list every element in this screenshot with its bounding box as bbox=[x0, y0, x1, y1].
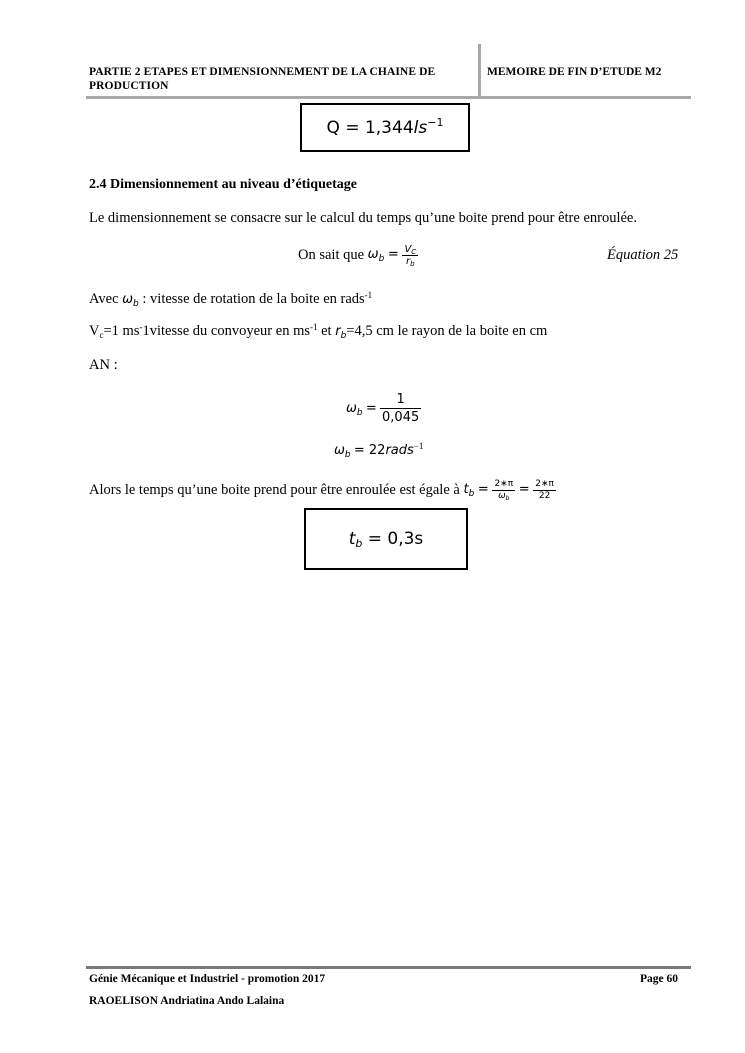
avec-symbol-sub: b bbox=[133, 299, 139, 309]
equation-25 bbox=[298, 240, 418, 270]
alors-f2-denominator: 22 bbox=[538, 490, 551, 501]
result-t-sub: b bbox=[355, 537, 363, 550]
avec-prefix: Avec bbox=[89, 291, 119, 307]
result-q-value: Q = 1,344 bbox=[326, 117, 414, 138]
equation-numerator-sub: C bbox=[411, 247, 417, 256]
calc1-denominator: 0,045 bbox=[382, 409, 420, 425]
rb-symbol-sub: b bbox=[340, 331, 347, 341]
avec-symbol: ω bbox=[122, 292, 134, 307]
result-t-box bbox=[304, 508, 468, 570]
rb-symbol: r bbox=[335, 324, 341, 339]
header-chapter-title: PARTIE 2 ETAPES ET DIMENSIONNEMENT DE LA CHAINE DE PRODUCTION bbox=[89, 66, 436, 92]
section-title: 2.4 Dimensionnement au niveau d’étiquetage bbox=[89, 177, 357, 192]
calc-omega-fraction bbox=[346, 386, 421, 430]
vc-symbol-sub: c bbox=[99, 330, 104, 340]
vc-symbol: V bbox=[89, 323, 100, 339]
calc1-equals: = bbox=[365, 400, 377, 416]
equation-prefix: On sait que bbox=[298, 247, 365, 263]
vc-description: 1vitesse du convoyeur en ms bbox=[142, 323, 310, 339]
calc1-lhs-sub: b bbox=[356, 407, 363, 418]
avec-exponent: -1 bbox=[364, 290, 373, 300]
calc1-fraction bbox=[380, 391, 421, 426]
footer-author: RAOELISON Andriatina Ando Lalaina bbox=[89, 995, 285, 1007]
footer-program: Génie Mécanique et Industriel - promotion 2017 bbox=[89, 973, 326, 985]
vc-sup1: - bbox=[139, 322, 143, 332]
calc-omega-result bbox=[334, 442, 423, 458]
equation-label: Équation 25 bbox=[607, 247, 679, 263]
footer-page-number: Page 60 bbox=[640, 973, 679, 985]
alors-fraction1 bbox=[492, 479, 515, 502]
equation-denominator-sub: b bbox=[410, 259, 415, 268]
alors-f1-denominator-sub: b bbox=[505, 494, 510, 502]
header-document-title: MEMOIRE DE FIN D’ETUDE M2 bbox=[487, 66, 662, 78]
an-label: AN : bbox=[89, 357, 118, 373]
equation-numerator: V bbox=[404, 243, 412, 255]
alors-fraction2 bbox=[533, 479, 556, 502]
calc2-unit: rads bbox=[385, 443, 414, 458]
equation-equals: = bbox=[387, 247, 399, 262]
alors-f2-numerator: 2∗π bbox=[535, 478, 554, 489]
alors-f1-numerator: 2∗π bbox=[494, 478, 514, 489]
result-t-value: = 0,3s bbox=[367, 529, 424, 549]
vc-sup2: -1 bbox=[310, 322, 318, 332]
calc1-lhs: ω bbox=[346, 400, 357, 416]
alors-line bbox=[89, 474, 556, 506]
result-q-formula bbox=[326, 115, 444, 138]
equation-lhs: ω bbox=[367, 247, 379, 262]
alors-t-symbol: t bbox=[463, 482, 469, 497]
equation-fraction bbox=[402, 244, 418, 267]
alors-f1-denominator: ω bbox=[498, 490, 506, 501]
intro-paragraph: Le dimensionnement se consacre sur le calcul du temps qu’une boite prend pour être enroulée. bbox=[89, 210, 637, 226]
equation-denominator: r bbox=[406, 255, 411, 267]
vc-conjunction: et bbox=[321, 323, 332, 339]
header-divider-vertical bbox=[478, 44, 481, 98]
alors-equals: = bbox=[477, 482, 489, 497]
avec-line bbox=[89, 290, 372, 309]
result-q-box bbox=[300, 103, 470, 152]
calc2-exponent: −1 bbox=[413, 441, 424, 451]
result-t-formula bbox=[349, 529, 424, 549]
vc-line bbox=[89, 322, 547, 341]
calc2-value: = 22 bbox=[353, 443, 386, 458]
rb-description: =4,5 cm le rayon de la boite en cm bbox=[346, 323, 548, 339]
avec-description: : vitesse de rotation de la boite en rads bbox=[142, 291, 365, 307]
result-t-symbol: t bbox=[348, 529, 356, 549]
alors-t-sub: b bbox=[468, 489, 475, 499]
alors-equals2: = bbox=[518, 482, 530, 497]
vc-value: =1 ms bbox=[103, 323, 140, 339]
equation-lhs-sub: b bbox=[378, 254, 385, 264]
calc1-numerator: 1 bbox=[380, 391, 421, 409]
header-divider-horizontal bbox=[86, 96, 691, 99]
result-q-unit: ls bbox=[413, 117, 428, 138]
alors-text: Alors le temps qu’une boite prend pour être enroulée est égale à bbox=[89, 482, 460, 498]
calc2-lhs-sub: b bbox=[344, 450, 351, 460]
result-q-exponent: −1 bbox=[427, 115, 444, 129]
calc2-lhs: ω bbox=[334, 443, 345, 458]
footer-divider bbox=[86, 966, 691, 969]
